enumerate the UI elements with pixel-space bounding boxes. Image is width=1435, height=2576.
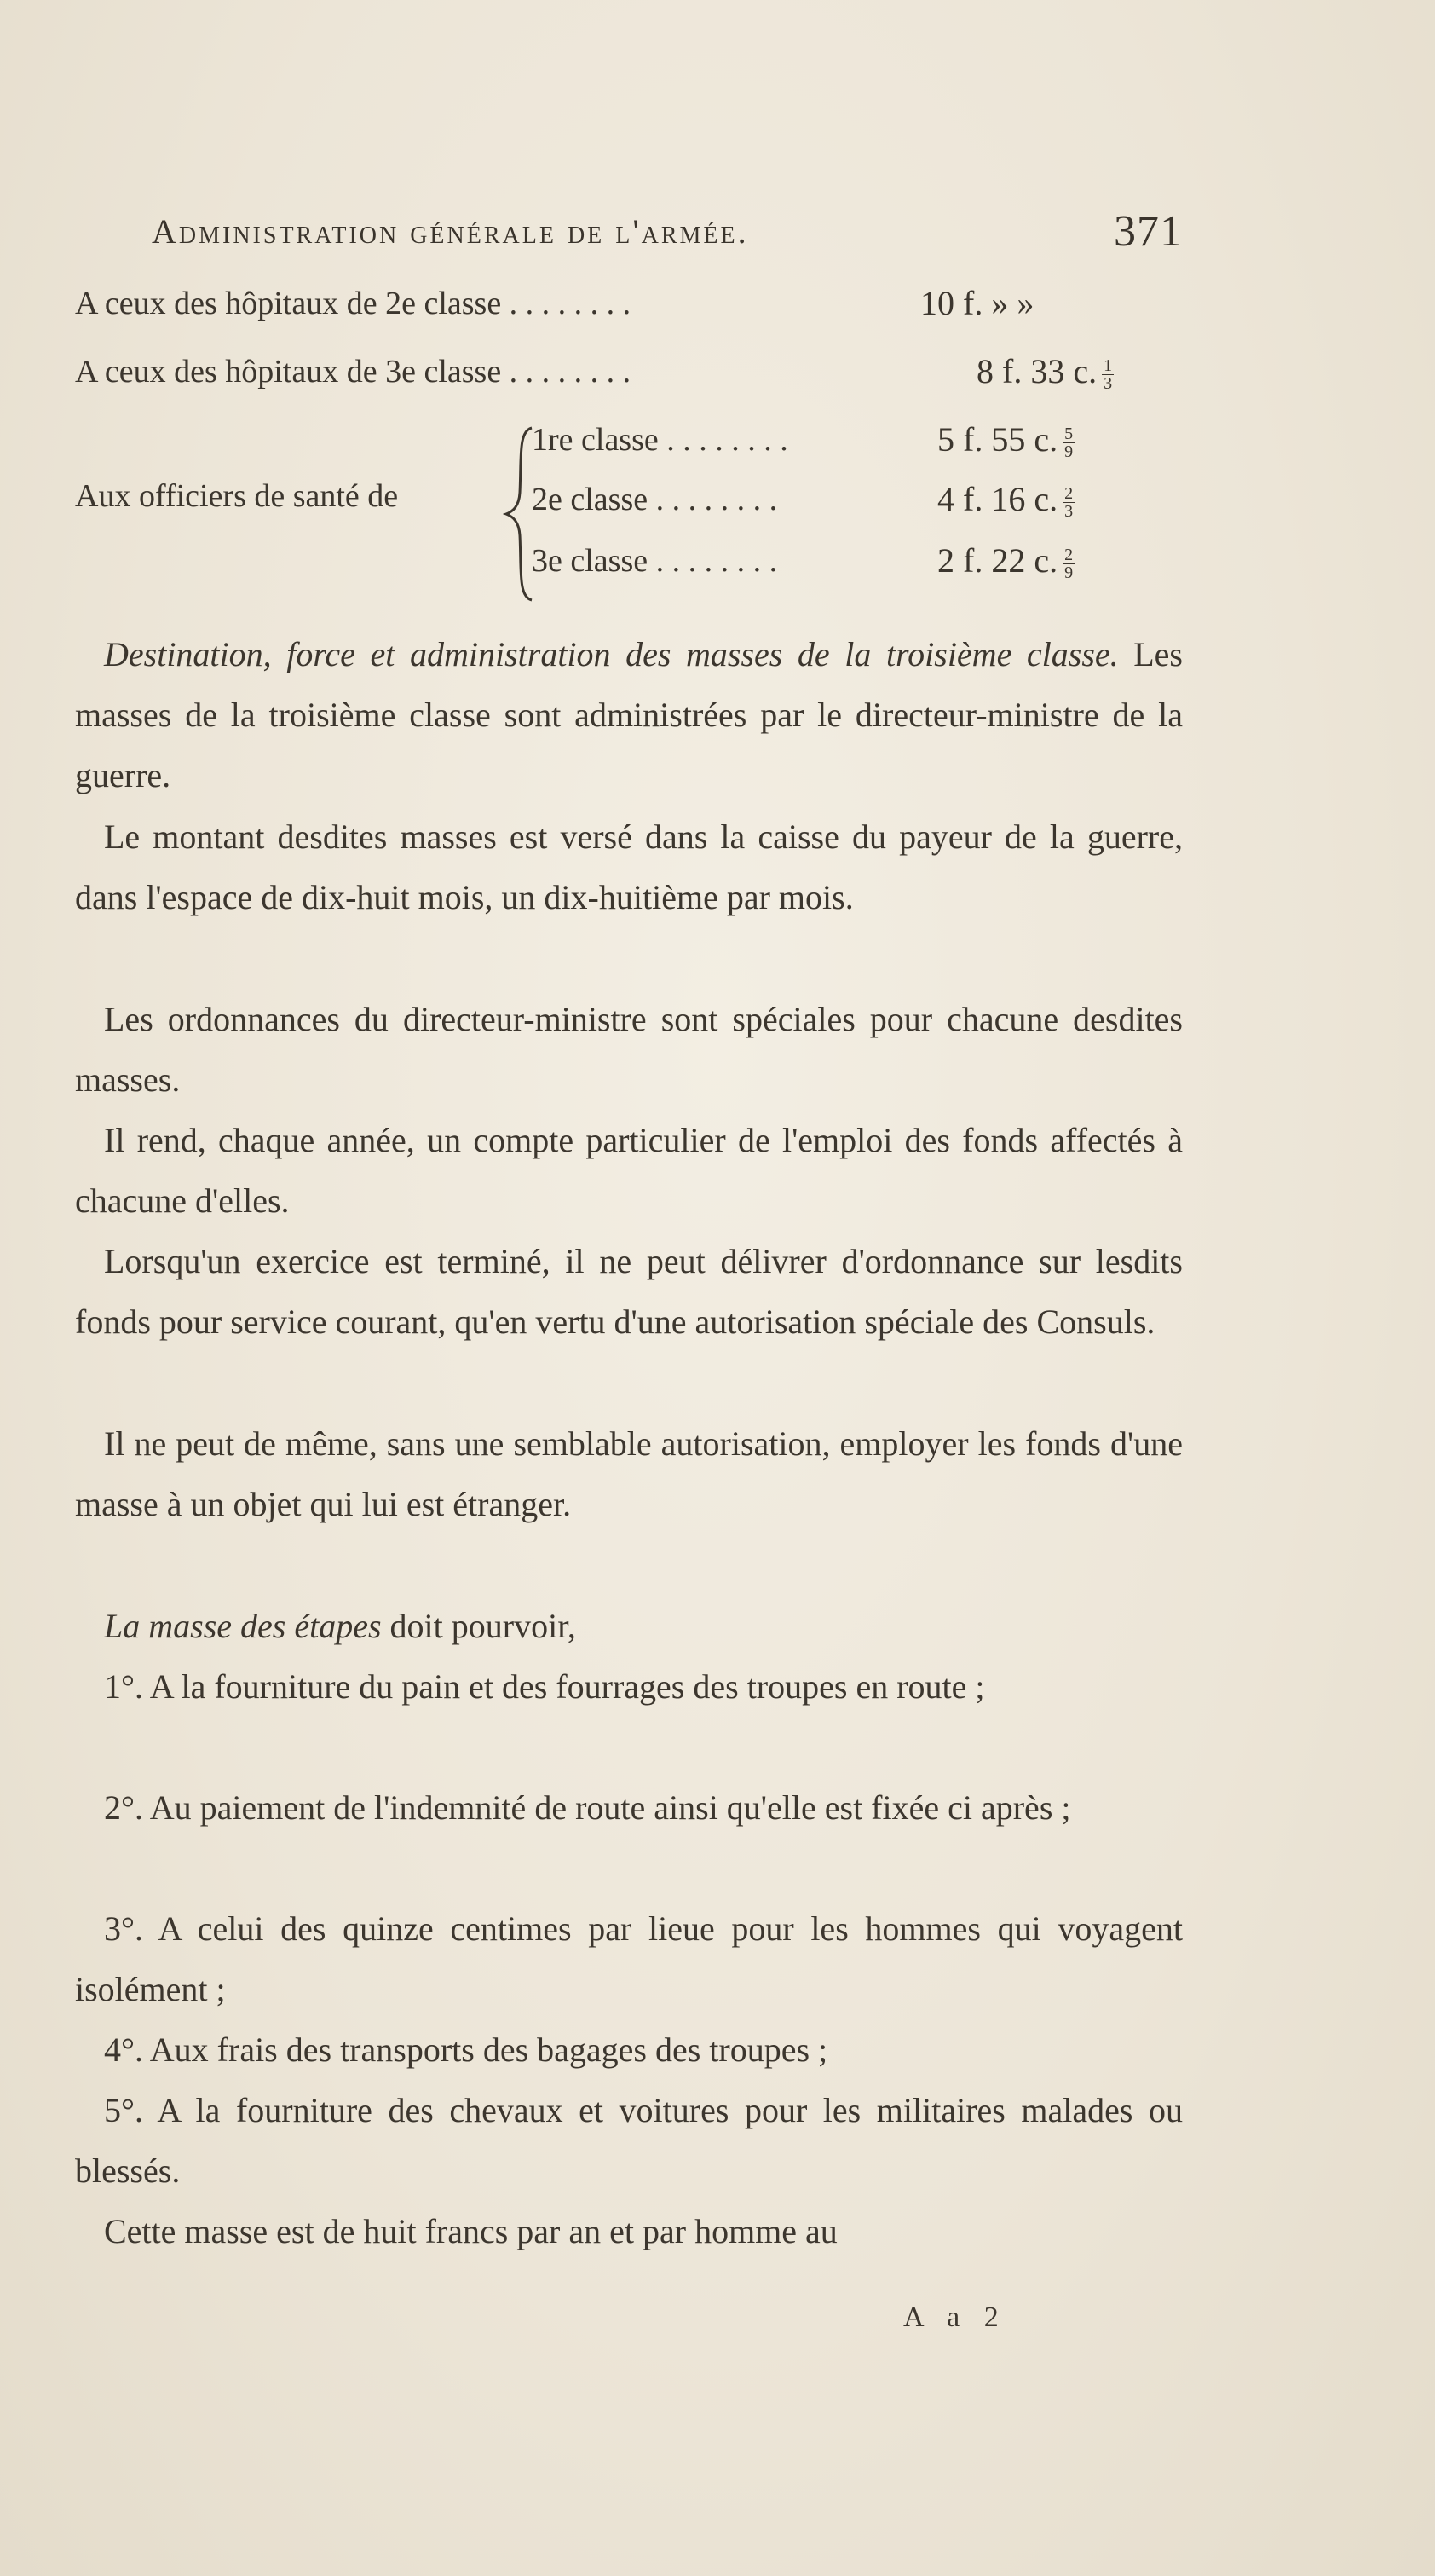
section-heading: La masse des étapes [104, 1607, 382, 1645]
paragraph: Les ordonnances du directeur-ministre sont spéciales pour chacune desdites masses. [75, 1000, 1183, 1099]
paragraph: La masse des étapes doit pourvoir, [104, 1607, 576, 1645]
list-item: 3°. A celui des quinze centimes par lieue pour les hommes qui voyagent isolément ; [75, 1909, 1183, 2008]
running-title: Administration générale de l'armée. [152, 212, 749, 251]
paragraph: Destination, force et administration des masses de la troisième classe. Les masses de la troisième classe sont administrées par le directeur-ministre de la guerre. [75, 635, 1183, 794]
paragraph: Le montant desdites masses est versé dans la caisse du payeur de la guerre, dans l'espace de dix-huit mois, un dix-huitième par mois. [75, 817, 1183, 916]
row-amount [937, 479, 1075, 520]
list-item: 5°. A la fourniture des chevaux et voitures pour les militaires malades ou blessés. [75, 2091, 1183, 2190]
fraction: $\frac{5}{9}$ [1064, 425, 1074, 462]
row-label: A ceux des hôpitaux de 3e classe . . . . . . . . [75, 354, 631, 390]
list-item: 4°. Aux frais des transports des bagages des troupes ; [104, 2030, 828, 2069]
table-row: 1re classe . . . . . . . . [532, 422, 788, 458]
row-amount [937, 540, 1075, 581]
amount-value: 2 f. 22 c. [937, 541, 1058, 580]
list-item: 1°. A la fourniture du pain et des fourrages des troupes en route ; [104, 1667, 985, 1706]
fraction: $\frac{2}{9}$ [1064, 546, 1074, 583]
table-row: 2e classe . . . . . . . . [532, 482, 778, 517]
group-label: Aux officiers de santé de [75, 478, 399, 514]
row-label: A ceux des hôpitaux de 2e classe . . . . . . . . [75, 286, 631, 321]
table-row [75, 353, 631, 390]
amount-value: 4 f. 16 c. [937, 480, 1058, 518]
section-heading: Destination, force et administration des masses de la troisième classe. [104, 635, 1119, 673]
paragraph: Cette masse est de huit francs par an et par homme au [104, 2212, 838, 2250]
table-row: 3e classe . . . . . . . . [532, 543, 778, 579]
paragraph: Il ne peut de même, sans une semblable autorisation, employer les fonds d'une masse à un objet qui lui est étranger. [75, 1424, 1183, 1523]
fraction: $\frac{1}{3}$ [1104, 356, 1113, 394]
paragraph: Lorsqu'un exercice est terminé, il ne peut délivrer d'ordonnance sur lesdits fonds pour service courant, qu'en vertu d'une autorisation spéciale des Consuls. [75, 1242, 1183, 1341]
paragraph: Il rend, chaque année, un compte particulier de l'emploi des fonds affectés à chacune d'elles. [75, 1121, 1183, 1220]
list-item: 2°. Au paiement de l'indemnité de route ainsi qu'elle est fixée ci après ; [104, 1788, 1071, 1827]
row-amount [977, 351, 1114, 392]
amount-value: 8 f. 33 c. [977, 352, 1098, 390]
row-amount [937, 419, 1075, 460]
fraction: $\frac{2}{3}$ [1064, 484, 1074, 522]
row-amount: 10 f. » » [920, 284, 1034, 322]
signature-mark: A a 2 [903, 2302, 1007, 2333]
amount-value: 5 f. 55 c. [937, 420, 1058, 459]
page-number: 371 [1114, 207, 1183, 256]
running-header [152, 207, 1183, 256]
table-row [75, 285, 631, 322]
